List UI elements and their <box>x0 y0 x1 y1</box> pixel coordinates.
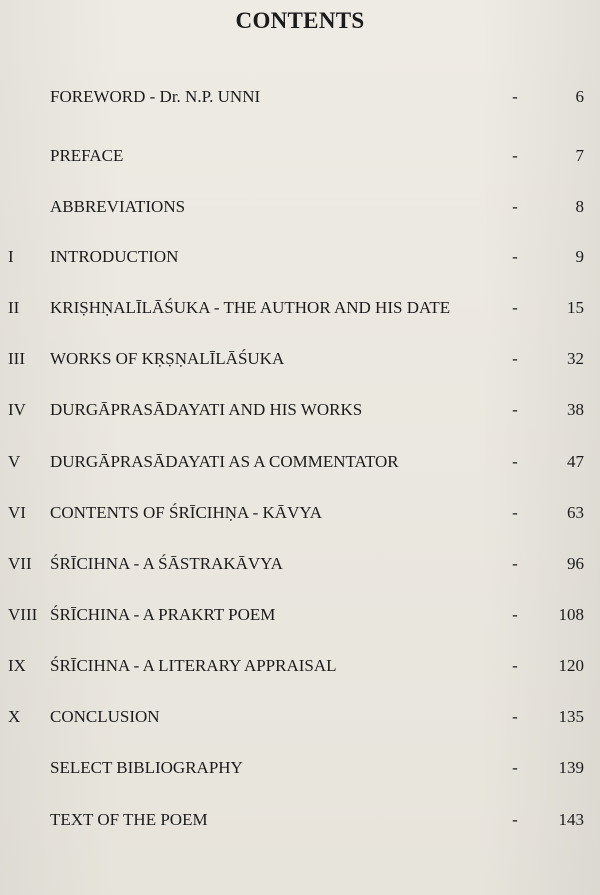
toc-entry-preface <box>0 141 600 171</box>
toc-label: CONTENTS OF ŚRĪCIHṆA - KĀVYA <box>50 503 323 522</box>
toc-label: INTRODUCTION <box>50 247 179 266</box>
toc-numeral: IX <box>8 656 26 675</box>
toc-dash: - <box>512 810 518 829</box>
toc-dash: - <box>512 349 518 368</box>
toc-entry-contents-kavya <box>0 498 600 528</box>
toc-page-number: 63 <box>567 503 584 522</box>
toc-dash: - <box>512 400 518 419</box>
toc-numeral: V <box>8 452 21 471</box>
toc-page-number: 96 <box>567 554 584 573</box>
toc-dash: - <box>512 758 518 777</box>
toc-entry-foreword <box>0 82 600 112</box>
toc-page-number: 8 <box>575 197 584 216</box>
toc-dash: - <box>512 554 518 573</box>
toc-dash: - <box>512 146 518 165</box>
contents-title: CONTENTS <box>235 8 365 33</box>
toc-numeral: X <box>8 707 21 726</box>
toc-label: SELECT BIBLIOGRAPHY <box>50 758 243 777</box>
toc-entry-abbreviations <box>0 192 600 222</box>
toc-page-number: 120 <box>558 656 584 675</box>
toc-page-number: 47 <box>567 452 584 471</box>
toc-label: ŚRĪCHINA - A PRAKRT POEM <box>50 605 276 624</box>
toc-page-number: 135 <box>558 707 584 726</box>
toc-dash: - <box>512 87 518 106</box>
toc-entry-conclusion <box>0 702 600 732</box>
toc-page-number: 38 <box>567 400 584 419</box>
toc-entry-prakrt-poem <box>0 600 600 630</box>
toc-entry-text-of-poem <box>0 805 600 835</box>
toc-page-number: 32 <box>567 349 584 368</box>
toc-entry-durgaprasadayati-works <box>0 395 600 425</box>
toc-dash: - <box>512 503 518 522</box>
toc-label: PREFACE <box>50 146 124 165</box>
toc-dash: - <box>512 197 518 216</box>
toc-entry-sastrakavya <box>0 549 600 579</box>
toc-label: ŚRĪCIHNA - A LITERARY APPRAISAL <box>50 656 337 675</box>
toc-dash: - <box>512 707 518 726</box>
toc-numeral: VII <box>8 554 32 573</box>
toc-page-number: 15 <box>567 298 584 317</box>
toc-label: DURGĀPRASĀDAYATI AS A COMMENTATOR <box>50 452 399 471</box>
toc-label: TEXT OF THE POEM <box>50 810 208 829</box>
toc-entry-introduction <box>0 242 600 272</box>
toc-label: KRIṢHṆALĪLĀŚUKA - THE AUTHOR AND HIS DATE <box>50 298 451 317</box>
toc-page-number: 6 <box>575 87 584 106</box>
toc-entry-commentator <box>0 447 600 477</box>
toc-label: ŚRĪCIHNA - A ŚĀSTRAKĀVYA <box>50 554 283 573</box>
toc-label: DURGĀPRASĀDAYATI AND HIS WORKS <box>50 400 363 419</box>
toc-label: FOREWORD - Dr. N.P. UNNI <box>50 87 261 106</box>
toc-dash: - <box>512 656 518 675</box>
toc-entry-works <box>0 344 600 374</box>
toc-label: ABBREVIATIONS <box>50 197 186 216</box>
toc-entry-bibliography <box>0 753 600 783</box>
toc-entry-author-date <box>0 293 600 323</box>
toc-label: CONCLUSION <box>50 707 160 726</box>
toc-page-number: 139 <box>558 758 584 777</box>
toc-dash: - <box>512 247 518 266</box>
toc-numeral: VI <box>8 503 26 522</box>
toc-entry-literary-appraisal <box>0 651 600 681</box>
toc-numeral: II <box>8 298 20 317</box>
toc-numeral: VIII <box>8 605 38 624</box>
toc-dash: - <box>512 605 518 624</box>
toc-numeral: III <box>8 349 25 368</box>
toc-page-number: 7 <box>575 146 584 165</box>
toc-numeral: IV <box>8 400 26 419</box>
toc-page-number: 108 <box>558 605 584 624</box>
toc-dash: - <box>512 452 518 471</box>
toc-page-number: 143 <box>558 810 584 829</box>
toc-label: WORKS OF KṚṢṆALĪLĀŚUKA <box>50 349 285 368</box>
toc-numeral: I <box>8 247 14 266</box>
toc-dash: - <box>512 298 518 317</box>
toc-page-number: 9 <box>575 247 584 266</box>
